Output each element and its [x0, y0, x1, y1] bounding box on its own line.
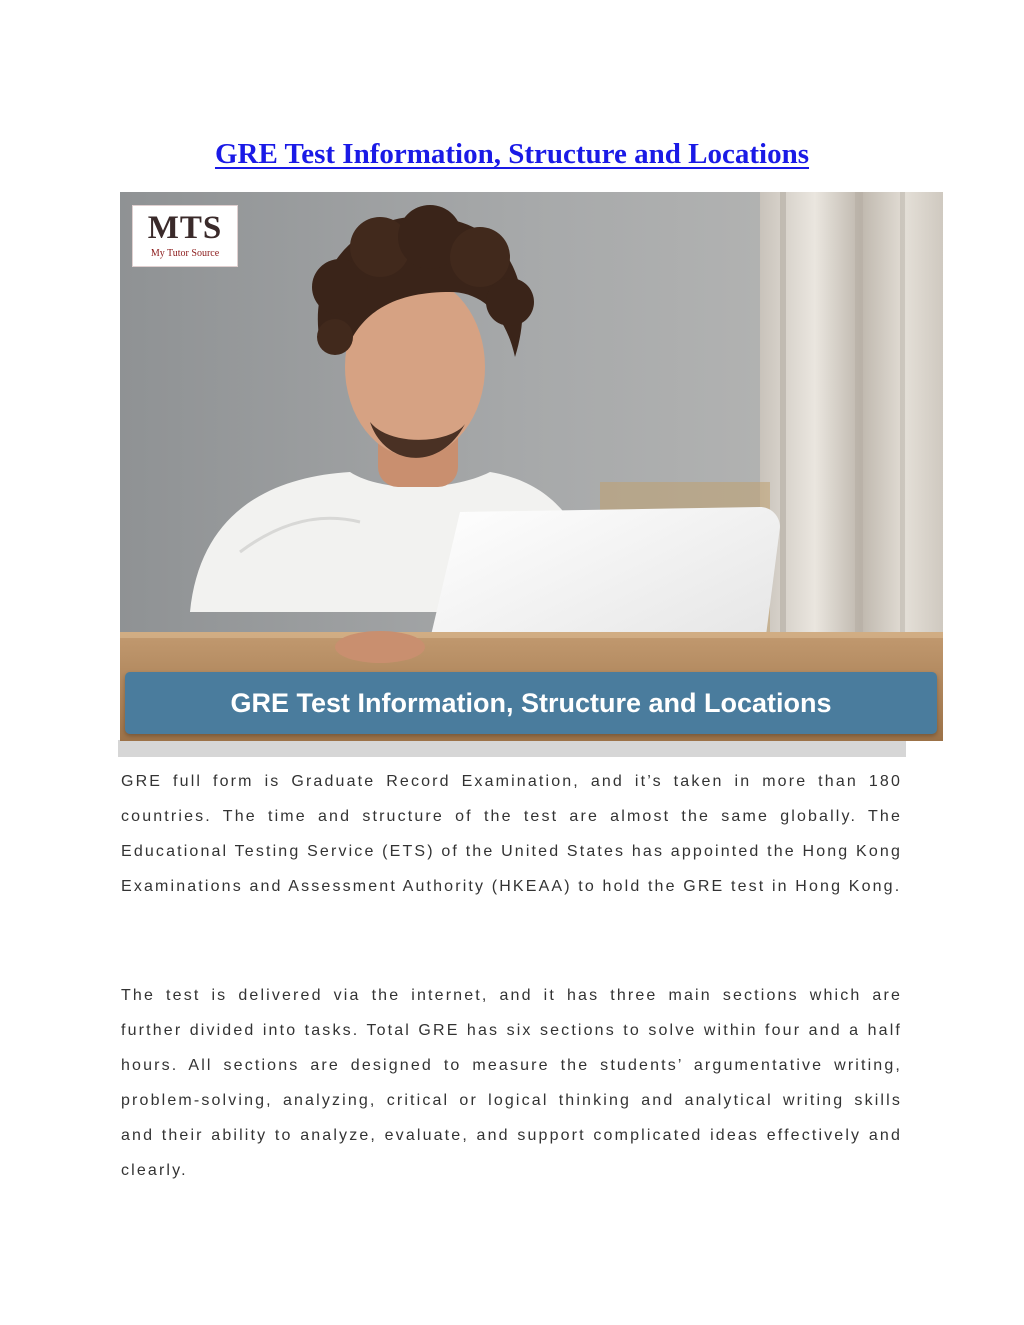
page-title[interactable]: GRE Test Information, Structure and Locations [214, 138, 810, 170]
hero-image [118, 192, 943, 757]
mts-logo [132, 205, 238, 267]
image-shadow-strip [118, 740, 906, 757]
logo-tagline: My Tutor Source [150, 248, 220, 259]
paragraph-intro: GRE full form is Graduate Record Examination, and it’s taken in more than 180 countries. The time and structure of the test are almost the same globally. The Educational Testing Service (ETS) of the United States has appointed the Hong Kong Examinations and Assessment Authority (HKEAA) to hold the GRE test in Hong Kong. [121, 773, 902, 895]
paragraph-structure: The test is delivered via the internet, and it has three main sections which are further divided into tasks. Total GRE has six sections to solve within four and a half hours. All sections are designed to measure the students’ argumentative writing, problem-solving, analyzing, critical or logical thinking and analytical writing skills and their ability to analyze, evaluate, and support complicated ideas effectively and clearly. [121, 987, 902, 1179]
logo-mark: MTS [147, 210, 223, 246]
banner-title: GRE Test Information, Structure and Locations [230, 688, 832, 718]
image-title-banner [125, 672, 937, 734]
student-laptop-photo [120, 192, 943, 741]
